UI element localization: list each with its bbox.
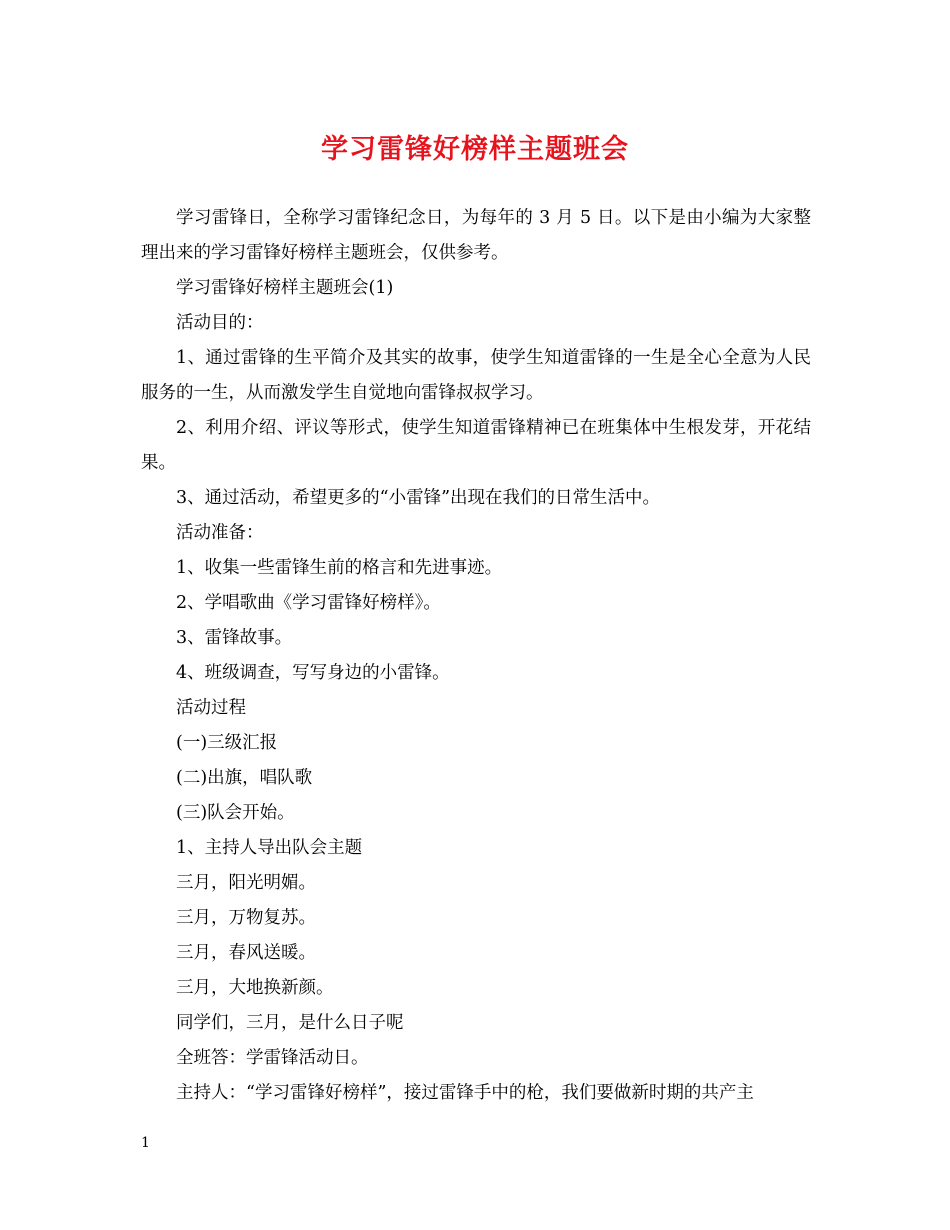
document-body (141, 201, 811, 1111)
paragraph: 活动准备： (176, 523, 264, 543)
paragraph: 活动过程 (176, 698, 246, 718)
page-number: 1 (141, 1135, 150, 1151)
paragraph: 全班答：学雷锋活动日。 (176, 1048, 369, 1068)
paragraph: 三月，阳光明媚。 (176, 873, 316, 893)
paragraph: 学习雷锋好榜样主题班会(1) (176, 278, 394, 298)
paragraph: 同学们，三月，是什么日子呢 (176, 1013, 404, 1033)
paragraph: (二)出旗，唱队歌 (176, 768, 313, 788)
paragraph: 学习雷锋日，全称学习雷锋纪念日，为每年的 3 月 5 日。以下是由小编为大家整理出来的学习雷锋好榜样主题班会，仅供参考。 (141, 208, 811, 263)
document-title: 学习雷锋好榜样主题班会 (321, 134, 629, 165)
paragraph: 主持人：“学习雷锋好榜样”，接过雷锋手中的枪，我们要做新时期的共产主 (176, 1083, 754, 1103)
paragraph: 1、通过雷锋的生平简介及其实的故事，使学生知道雷锋的一生是全心全意为人民服务的一生，从而激发学生自觉地向雷锋叔叔学习。 (141, 348, 811, 403)
paragraph: (一)三级汇报 (176, 733, 278, 753)
paragraph: 2、学唱歌曲《学习雷锋好榜样》。 (176, 593, 441, 613)
paragraph: 三月，大地换新颜。 (176, 978, 334, 998)
paragraph: 3、雷锋故事。 (176, 628, 293, 648)
paragraph: 1、收集一些雷锋生前的格言和先进事迹。 (176, 558, 503, 578)
paragraph: 三月，万物复苏。 (176, 908, 316, 928)
paragraph: 2、利用介绍、评议等形式，使学生知道雷锋精神已在班集体中生根发芽，开花结果。 (141, 418, 811, 473)
paragraph: 3、通过活动，希望更多的“小雷锋”出现在我们的日常生活中。 (176, 488, 661, 508)
paragraph: 活动目的： (176, 313, 264, 333)
paragraph: 三月，春风送暖。 (176, 943, 316, 963)
paragraph: (三)队会开始。 (176, 803, 295, 823)
paragraph: 4、班级调查，写写身边的小雷锋。 (176, 663, 450, 683)
paragraph: 1、主持人导出队会主题 (176, 838, 363, 858)
